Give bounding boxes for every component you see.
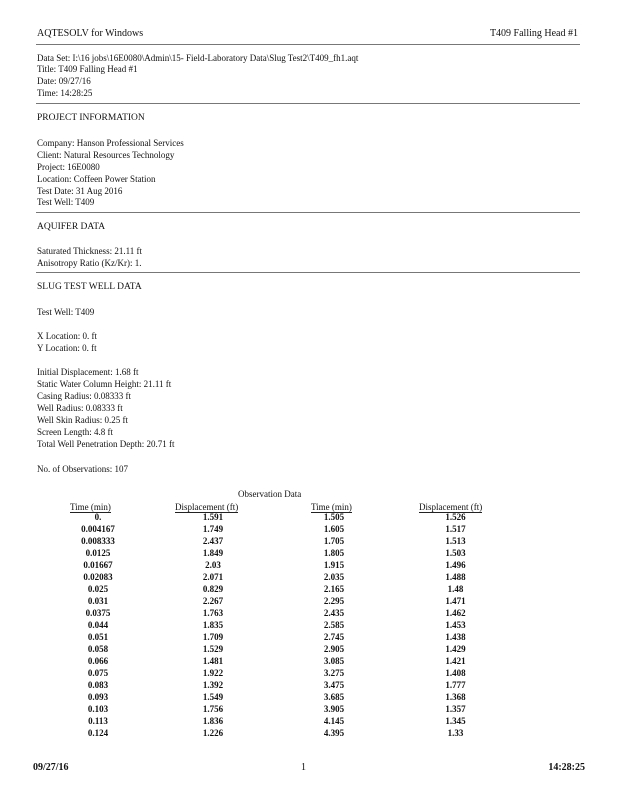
observation-time-cell: 3.905 bbox=[323, 704, 345, 714]
divider bbox=[36, 44, 580, 45]
observation-data-title: Observation Data bbox=[238, 489, 302, 499]
observation-displacement-cell: 1.48 bbox=[447, 584, 464, 594]
aquifer-line: Anisotropy Ratio (Kz/Kr): 1. bbox=[37, 258, 142, 268]
project-line: Location: Coffeen Power Station bbox=[37, 174, 156, 184]
observation-time-cell: 2.905 bbox=[323, 644, 345, 654]
aquifer-heading: AQUIFER DATA bbox=[37, 222, 106, 232]
observation-displacement-cell: 1.408 bbox=[445, 668, 466, 678]
observation-displacement-cell: 1.481 bbox=[202, 656, 224, 666]
project-line: Client: Natural Resources Technology bbox=[37, 150, 175, 160]
observation-time-cell: 0.103 bbox=[87, 704, 109, 714]
time-line: Time: 14:28:25 bbox=[37, 88, 93, 98]
observation-displacement-cell: 1.488 bbox=[445, 572, 466, 582]
observation-displacement-cell: 1.777 bbox=[445, 680, 466, 690]
observation-time-cell: 0.083 bbox=[87, 680, 109, 690]
observation-time-cell: 1.705 bbox=[323, 536, 345, 546]
divider bbox=[36, 212, 580, 213]
observation-displacement-cell: 1.513 bbox=[445, 536, 466, 546]
observation-displacement-cell: 1.421 bbox=[445, 656, 466, 666]
observation-count: No. of Observations: 107 bbox=[37, 464, 128, 474]
observation-time-cell: 4.395 bbox=[323, 728, 345, 738]
observation-time-cell: 1.505 bbox=[323, 512, 345, 522]
project-heading: PROJECT INFORMATION bbox=[37, 113, 145, 123]
observation-displacement-cell: 1.849 bbox=[202, 548, 224, 558]
column-header-time: Time (min) bbox=[311, 502, 352, 512]
location-line: X Location: 0. ft bbox=[37, 331, 97, 341]
observation-displacement-cell: 2.071 bbox=[202, 572, 224, 582]
observation-displacement-cell: 1.709 bbox=[202, 632, 224, 642]
observation-displacement-cell: 1.471 bbox=[445, 596, 466, 606]
column-header-displacement: Displacement (ft) bbox=[175, 502, 239, 512]
observation-time-cell: 0.058 bbox=[87, 644, 109, 654]
title-line: Title: T409 Falling Head #1 bbox=[37, 64, 138, 74]
well-param-line: Static Water Column Height: 21.11 ft bbox=[37, 379, 172, 389]
divider bbox=[36, 272, 580, 273]
observation-displacement-cell: 1.226 bbox=[202, 728, 224, 738]
well-param-line: Initial Displacement: 1.68 ft bbox=[37, 367, 139, 377]
observation-time-cell: 0.0375 bbox=[85, 608, 111, 618]
project-line: Company: Hanson Professional Services bbox=[37, 138, 184, 148]
observation-displacement-cell: 1.517 bbox=[445, 524, 466, 534]
observation-displacement-cell: 1.756 bbox=[202, 704, 224, 714]
observation-displacement-cell: 2.03 bbox=[205, 560, 221, 570]
observation-time-cell: 0.02083 bbox=[83, 572, 113, 582]
time-column-right bbox=[308, 511, 360, 739]
observation-time-cell: 2.035 bbox=[323, 572, 345, 582]
time-column-left bbox=[62, 511, 134, 739]
divider bbox=[36, 103, 580, 104]
column-header-time: Time (min) bbox=[70, 502, 111, 512]
well-param-line: Well Radius: 0.08333 ft bbox=[37, 403, 123, 413]
footer-page-number: 1 bbox=[301, 762, 306, 773]
well-param-line: Well Skin Radius: 0.25 ft bbox=[37, 415, 129, 425]
observation-displacement-cell: 1.462 bbox=[445, 608, 466, 618]
observation-time-cell: 2.165 bbox=[323, 584, 345, 594]
observation-time-cell: 3.085 bbox=[323, 656, 345, 666]
observation-displacement-cell: 1.835 bbox=[202, 620, 224, 630]
project-line: Test Date: 31 Aug 2016 bbox=[37, 186, 123, 196]
observation-displacement-cell: 2.437 bbox=[202, 536, 224, 546]
data-set-path: Data Set: I:\16 jobs\16E0080\Admin\15- Field-Laboratory Data\Slug Test2\T409_fh1.aqt bbox=[37, 53, 359, 63]
location-line: Y Location: 0. ft bbox=[37, 343, 97, 353]
observation-displacement-cell: 1.503 bbox=[445, 548, 466, 558]
observation-displacement-cell: 1.549 bbox=[202, 692, 224, 702]
footer-time: 14:28:25 bbox=[548, 762, 585, 773]
observation-displacement-cell: 1.453 bbox=[445, 620, 466, 630]
observation-time-cell: 0.0125 bbox=[85, 548, 111, 558]
observation-time-cell: 4.145 bbox=[323, 716, 345, 726]
slug-test-heading: SLUG TEST WELL DATA bbox=[37, 282, 142, 292]
observation-displacement-cell: 2.267 bbox=[202, 596, 224, 606]
observation-displacement-cell: 0.829 bbox=[202, 584, 224, 594]
observation-displacement-cell: 1.438 bbox=[445, 632, 466, 642]
well-param-line: Total Well Penetration Depth: 20.71 ft bbox=[37, 439, 175, 449]
observation-time-cell: 2.295 bbox=[323, 596, 345, 606]
header-test-title: T409 Falling Head #1 bbox=[489, 28, 578, 39]
observation-time-cell: 1.805 bbox=[323, 548, 345, 558]
observation-time-cell: 0.066 bbox=[87, 656, 109, 666]
well-param-line: Casing Radius: 0.08333 ft bbox=[37, 391, 131, 401]
observation-displacement-cell: 1.922 bbox=[202, 668, 224, 678]
observation-time-cell: 3.475 bbox=[323, 680, 345, 690]
observation-time-cell: 0.01667 bbox=[83, 560, 113, 570]
observation-displacement-cell: 1.749 bbox=[202, 524, 224, 534]
observation-displacement-cell: 1.836 bbox=[202, 716, 224, 726]
observation-time-cell: 0.031 bbox=[87, 596, 109, 606]
observation-time-cell: 0.075 bbox=[87, 668, 109, 678]
observation-displacement-cell: 1.763 bbox=[202, 608, 224, 618]
footer-date: 09/27/16 bbox=[33, 762, 69, 773]
observation-displacement-cell: 1.529 bbox=[202, 644, 224, 654]
observation-time-cell: 0.051 bbox=[87, 632, 109, 642]
displacement-column-left bbox=[183, 511, 243, 739]
observation-time-cell: 0. bbox=[94, 512, 102, 522]
observation-displacement-cell: 1.496 bbox=[445, 560, 466, 570]
observation-time-cell: 1.605 bbox=[323, 524, 345, 534]
observation-displacement-cell: 1.345 bbox=[445, 716, 466, 726]
observation-time-cell: 0.004167 bbox=[81, 524, 115, 534]
date-line: Date: 09/27/16 bbox=[37, 76, 91, 86]
observation-time-cell: 0.124 bbox=[87, 728, 109, 738]
aquifer-line: Saturated Thickness: 21.11 ft bbox=[37, 246, 142, 256]
header-app-title: AQTESOLV for Windows bbox=[37, 28, 144, 39]
column-header-displacement: Displacement (ft) bbox=[419, 502, 483, 512]
observation-time-cell: 2.745 bbox=[323, 632, 345, 642]
observation-time-cell: 0.008333 bbox=[81, 536, 115, 546]
well-param-line: Screen Length: 4.8 ft bbox=[37, 427, 113, 437]
observation-time-cell: 3.685 bbox=[323, 692, 345, 702]
observation-displacement-cell: 1.429 bbox=[445, 644, 466, 654]
test-well-line: Test Well: T409 bbox=[37, 307, 95, 317]
observation-displacement-cell: 1.357 bbox=[445, 704, 466, 714]
observation-time-cell: 0.113 bbox=[88, 716, 108, 726]
observation-displacement-cell: 1.526 bbox=[445, 512, 466, 522]
observation-time-cell: 0.044 bbox=[87, 620, 109, 630]
observation-time-cell: 2.585 bbox=[323, 620, 345, 630]
project-line: Test Well: T409 bbox=[37, 197, 95, 207]
observation-time-cell: 1.915 bbox=[323, 560, 345, 570]
observation-time-cell: 0.093 bbox=[87, 692, 109, 702]
observation-displacement-cell: 1.33 bbox=[447, 728, 464, 738]
project-line: Project: 16E0080 bbox=[37, 162, 100, 172]
observation-time-cell: 3.275 bbox=[323, 668, 345, 678]
observation-time-cell: 2.435 bbox=[323, 608, 345, 618]
observation-time-cell: 0.025 bbox=[87, 584, 109, 594]
observation-displacement-cell: 1.591 bbox=[202, 512, 224, 522]
observation-displacement-cell: 1.392 bbox=[202, 680, 224, 690]
observation-displacement-cell: 1.368 bbox=[445, 692, 466, 702]
displacement-column-right bbox=[428, 511, 483, 739]
